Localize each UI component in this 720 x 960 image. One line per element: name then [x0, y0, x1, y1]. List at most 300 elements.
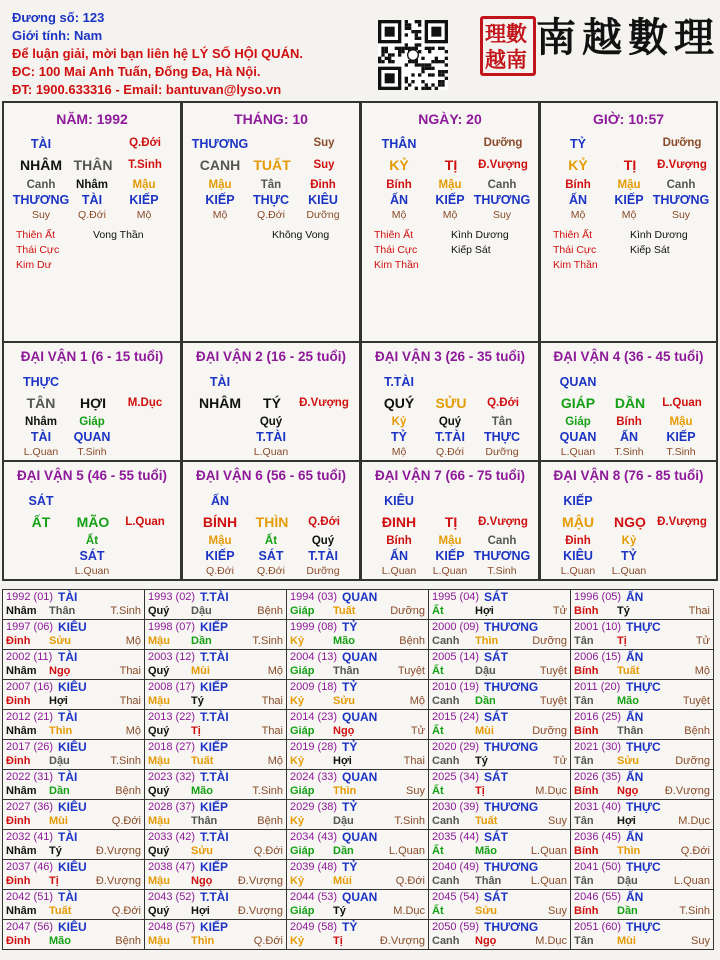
earthly-branch: MÃO: [76, 514, 110, 530]
star-right: Kình Dương: [451, 229, 509, 241]
earthly-branch: THÌN: [255, 514, 289, 530]
year-stage: Q.Đới: [253, 935, 283, 947]
star-left: Thái Cực: [553, 244, 597, 256]
year-branch: Mão: [617, 695, 639, 707]
year-stage: Dưỡng: [390, 605, 425, 617]
year-stem: Canh: [432, 755, 460, 767]
year-cell: [144, 619, 287, 650]
year-branch: Thân: [475, 875, 502, 887]
year-cell: [286, 709, 429, 740]
year-label: 2017 (26): [6, 741, 54, 753]
pillar-cell: [181, 101, 361, 343]
year-label: 2043 (52): [148, 891, 196, 903]
earthly-branch: TÝ: [263, 395, 281, 411]
branch-stage: Đ.Vượng: [478, 516, 528, 528]
hidden-god: THỰC: [252, 193, 290, 207]
year-god: KIÊU: [58, 620, 87, 634]
year-stage: Đ.Vượng: [237, 905, 283, 917]
branch-stage: Đ.Vượng: [657, 516, 707, 528]
year-stem: Đinh: [6, 875, 31, 887]
year-cell: [286, 889, 429, 920]
hidden-stage: L.Quan: [253, 446, 289, 458]
year-stage: L.Quan: [388, 845, 425, 857]
heavenly-stem: ĐINH: [381, 514, 417, 530]
year-branch: Dậu: [333, 815, 354, 827]
year-label: 2007 (16): [6, 681, 54, 693]
earthly-branch: HỢI: [80, 395, 106, 411]
year-stem: Mậu: [148, 695, 170, 707]
branch-stage: L.Quan: [125, 516, 165, 528]
header-line: Đương số: 123: [12, 10, 105, 25]
year-cell: [570, 769, 714, 800]
year-label: 2038 (47): [148, 861, 196, 873]
year-label: 2008 (17): [148, 681, 196, 693]
hidden-god: KIẾP: [205, 193, 235, 207]
year-cell: [286, 919, 429, 950]
hidden-stage: Dưỡng: [485, 446, 519, 458]
ten-god-top: THƯƠNG: [191, 137, 249, 151]
year-cell: [144, 589, 287, 620]
hidden-stem: Nhâm: [76, 179, 108, 191]
year-stage: Bệnh: [257, 605, 283, 617]
year-label: 2048 (57): [148, 921, 196, 933]
year-stage: Đ.Vượng: [95, 875, 141, 887]
heavenly-stem: ẤT: [31, 514, 51, 530]
year-stem: Tân: [574, 935, 594, 947]
year-label: 2023 (32): [148, 771, 196, 783]
year-stage: L.Quan: [530, 845, 567, 857]
year-stem: Quý: [148, 605, 170, 617]
qualifier-top: Suy: [313, 137, 335, 149]
year-god: KIẾP: [200, 920, 229, 934]
hidden-stage: L.Quan: [432, 565, 468, 577]
hidden-stem: Mậu: [669, 416, 693, 428]
year-stage: Mộ: [125, 635, 141, 647]
hidden-stage: L.Quan: [23, 446, 59, 458]
heavenly-stem: GIÁP: [560, 395, 596, 411]
ten-god-top: TÀI: [209, 375, 231, 389]
header-line: ĐC: 100 Mai Anh Tuấn, Đống Đa, Hà Nội.: [12, 64, 261, 79]
pillar-title: NĂM: 1992: [56, 111, 128, 127]
year-stem: Tân: [574, 815, 594, 827]
year-cell: [2, 619, 145, 650]
year-branch: Hợi: [617, 815, 636, 827]
year-stem: Nhâm: [6, 785, 37, 797]
year-god: THỰC: [626, 740, 661, 754]
year-label: 1994 (03): [290, 591, 338, 603]
hidden-god: T.TÀI: [308, 549, 338, 563]
header-line: ĐT: 1900.633316 - Email: bantuvan@lyso.vn: [12, 82, 282, 97]
year-stage: L.Quan: [673, 875, 710, 887]
year-branch: Dậu: [191, 605, 212, 617]
hidden-god: SÁT: [79, 549, 105, 563]
hidden-stem: Bính: [386, 535, 412, 547]
hidden-stem: Kỷ: [621, 535, 637, 547]
year-branch: Tuất: [333, 605, 356, 617]
year-label: 2001 (10): [574, 621, 622, 633]
year-branch: Thìn: [191, 935, 215, 947]
year-branch: Tị: [49, 875, 59, 887]
year-cell: [2, 859, 145, 890]
hidden-stem: Canh: [666, 179, 696, 191]
hidden-god: TỶ: [621, 549, 637, 563]
year-cell: [570, 649, 714, 680]
ten-god-top: THỰC: [22, 375, 60, 389]
year-god: SÁT: [484, 710, 508, 724]
hidden-god: KIẾP: [435, 193, 465, 207]
heavenly-stem: NHÂM: [199, 395, 241, 411]
year-stem: Đinh: [6, 695, 31, 707]
year-cell: [428, 619, 571, 650]
year-god: THƯƠNG: [484, 920, 539, 934]
year-cell: [428, 889, 571, 920]
year-branch: Mùi: [475, 725, 494, 737]
year-god: TỶ: [342, 620, 358, 634]
year-label: 2044 (53): [290, 891, 338, 903]
hidden-stage: Mộ: [136, 209, 152, 221]
hidden-stage: Dưỡng: [306, 565, 340, 577]
year-stage: Bệnh: [399, 635, 425, 647]
hidden-stage: L.Quan: [560, 446, 596, 458]
year-label: 2016 (25): [574, 711, 622, 723]
daivan-cell: [2, 341, 182, 462]
year-stage: T.Sinh: [679, 905, 710, 917]
year-label: 2034 (43): [290, 831, 338, 843]
year-stage: Tuyệt: [682, 695, 710, 707]
logo-text: 南越數理: [536, 14, 720, 61]
hidden-stem: Mậu: [438, 179, 462, 191]
year-branch: Mùi: [333, 875, 352, 887]
header: [0, 0, 720, 100]
year-god: KIẾP: [200, 740, 229, 754]
year-god: QUAN: [342, 590, 378, 604]
year-stem: Bính: [574, 665, 599, 677]
year-stem: Quý: [148, 845, 170, 857]
year-stage: Đ.Vượng: [95, 845, 141, 857]
daivan-cell: [2, 460, 182, 581]
year-branch: Hợi: [49, 695, 68, 707]
year-cell: [428, 589, 571, 620]
year-god: THỰC: [626, 620, 661, 634]
year-label: 2026 (35): [574, 771, 622, 783]
year-stage: Thai: [119, 665, 141, 677]
header-line: Giới tính: Nam: [12, 28, 103, 43]
year-cell: [286, 739, 429, 770]
earthly-branch: TỊ: [444, 514, 458, 530]
year-stem: Nhâm: [6, 665, 37, 677]
year-god: QUAN: [342, 650, 378, 664]
star-right: Không Vong: [272, 229, 330, 241]
year-label: 2002 (11): [6, 651, 53, 663]
year-cell: [2, 679, 145, 710]
year-god: QUAN: [342, 710, 378, 724]
daivan-title: ĐẠI VẬN 8 (76 - 85 tuổi): [553, 468, 704, 483]
heavenly-stem: KỶ: [389, 157, 409, 173]
year-cell: [570, 799, 714, 830]
year-god: SÁT: [484, 830, 508, 844]
seal-text: 理數越南: [485, 21, 527, 72]
hidden-stem: Nhâm: [25, 416, 57, 428]
year-stem: Quý: [148, 785, 170, 797]
year-stem: Bính: [574, 905, 599, 917]
year-branch: Sửu: [191, 845, 214, 857]
daivan-cell: [360, 460, 540, 581]
ten-god-top: TỶ: [570, 137, 586, 151]
year-cell: [2, 739, 145, 770]
year-branch: Tuất: [191, 755, 214, 767]
daivan-title: ĐẠI VẬN 4 (36 - 45 tuổi): [553, 349, 704, 364]
year-branch: Dần: [49, 785, 70, 797]
hidden-stage: Suy: [492, 209, 512, 221]
year-stage: Mộ: [267, 755, 283, 767]
ten-god-top: ẤN: [210, 494, 230, 508]
hidden-stem: Mậu: [132, 179, 156, 191]
year-stage: Đ.Vượng: [379, 935, 425, 947]
year-god: TÀI: [58, 650, 78, 664]
pillar-title: GIỜ: 10:57: [592, 111, 665, 127]
year-stage: Suy: [406, 785, 425, 797]
year-branch: Thìn: [333, 785, 357, 797]
year-god: KIẾP: [200, 800, 229, 814]
earthly-branch: TỊ: [444, 157, 458, 173]
year-god: TỶ: [342, 800, 358, 814]
year-label: 2030 (39): [432, 801, 480, 813]
year-stem: Canh: [432, 815, 460, 827]
hidden-stage: Q.Đới: [436, 446, 464, 458]
ten-god-top: THÂN: [381, 137, 417, 151]
year-cell: [286, 619, 429, 650]
hidden-stem: Tân: [260, 179, 282, 191]
year-cell: [428, 829, 571, 860]
year-label: 2005 (14): [432, 651, 480, 663]
ten-god-top: QUAN: [559, 375, 597, 389]
hidden-god: KIÊU: [308, 193, 338, 207]
year-branch: Thân: [191, 815, 218, 827]
year-branch: Tý: [49, 845, 62, 857]
year-stage: Tử: [695, 635, 710, 647]
year-label: 2006 (15): [574, 651, 622, 663]
year-god: KIÊU: [58, 860, 87, 874]
year-cell: [144, 679, 287, 710]
year-label: 2035 (44): [432, 831, 480, 843]
hidden-stage: Mộ: [212, 209, 228, 221]
year-stem: Giáp: [290, 665, 315, 677]
header-line: Để luận giải, mời bạn liên hệ LÝ SỐ HỘI QUÁN.: [12, 46, 303, 61]
year-branch: Ngọ: [333, 725, 355, 737]
year-branch: Dậu: [475, 665, 496, 677]
year-branch: Dần: [333, 845, 354, 857]
hidden-god: THƯƠNG: [473, 193, 531, 207]
hidden-god: KIÊU: [563, 549, 593, 563]
branch-stage: Q.Đới: [487, 397, 519, 409]
year-label: 2042 (51): [6, 891, 54, 903]
year-cell: [570, 829, 714, 860]
year-branch: Tuất: [49, 905, 72, 917]
heavenly-stem: NHÂM: [20, 157, 62, 173]
year-stem: Ất: [432, 725, 444, 737]
year-cell: [570, 919, 714, 950]
year-cell: [570, 739, 714, 770]
branch-stage: T.Sinh: [128, 159, 162, 171]
branch-stage: Đ.Vượng: [478, 159, 528, 171]
earthly-branch: SỬU: [435, 395, 467, 411]
year-god: KIẾP: [200, 680, 229, 694]
year-stage: Mộ: [409, 695, 425, 707]
year-cell: [144, 709, 287, 740]
year-branch: Dậu: [617, 875, 638, 887]
year-branch: Hợi: [475, 605, 494, 617]
year-stem: Kỷ: [290, 935, 305, 947]
year-branch: Tị: [191, 725, 201, 737]
year-label: 2024 (33): [290, 771, 338, 783]
year-branch: Tý: [475, 755, 488, 767]
qualifier-top: Dưỡng: [483, 137, 523, 149]
year-label: 2019 (28): [290, 741, 338, 753]
year-stage: Mộ: [694, 665, 710, 677]
qualifier-top: Dưỡng: [662, 137, 702, 149]
year-label: 2029 (38): [290, 801, 338, 813]
year-branch: Mùi: [617, 935, 636, 947]
year-god: THƯƠNG: [484, 860, 539, 874]
year-label: 2047 (56): [6, 921, 54, 933]
hidden-god: T.TÀI: [256, 430, 286, 444]
year-god: T.TÀI: [200, 830, 229, 844]
star-right: Kiếp Sát: [451, 244, 491, 256]
heavenly-stem: BÍNH: [202, 514, 238, 530]
year-stage: Mộ: [267, 665, 283, 677]
year-branch: Thìn: [49, 725, 73, 737]
hidden-stage: T.Sinh: [614, 446, 644, 458]
year-stem: Nhâm: [6, 605, 37, 617]
hidden-god: KIẾP: [205, 549, 235, 563]
year-branch: Thìn: [617, 845, 641, 857]
year-stem: Mậu: [148, 935, 170, 947]
year-branch: Thân: [333, 665, 360, 677]
year-cell: [144, 799, 287, 830]
year-stage: Suy: [691, 935, 710, 947]
hidden-god: ẤN: [389, 549, 409, 563]
year-branch: Ngọ: [617, 785, 639, 797]
hidden-stem: Giáp: [565, 416, 591, 428]
year-cell: [286, 589, 429, 620]
hidden-stage: Mộ: [391, 446, 407, 458]
earthly-branch: TỊ: [623, 157, 637, 173]
year-stage: Thai: [119, 695, 141, 707]
hidden-stage: Dưỡng: [306, 209, 340, 221]
year-cell: [2, 649, 145, 680]
year-label: 2000 (09): [432, 621, 480, 633]
hidden-stage: Mộ: [621, 209, 637, 221]
year-stem: Đinh: [6, 935, 31, 947]
year-branch: Tý: [617, 605, 630, 617]
year-stage: T.Sinh: [252, 785, 283, 797]
year-stage: M.Dục: [535, 785, 567, 797]
year-god: SÁT: [484, 770, 508, 784]
hidden-stage: Q.Đới: [78, 209, 106, 221]
heavenly-stem: MẬU: [562, 514, 594, 530]
daivan-cell: [181, 460, 361, 581]
year-cell: [144, 769, 287, 800]
hidden-stage: L.Quan: [560, 565, 596, 577]
year-god: THƯƠNG: [484, 740, 539, 754]
daivan-cell: [360, 341, 540, 462]
year-god: THƯƠNG: [484, 800, 539, 814]
year-cell: [570, 889, 714, 920]
star-left: Thiên Ất: [374, 229, 414, 241]
hidden-stage: Suy: [671, 209, 691, 221]
year-god: ẤN: [626, 770, 644, 784]
earthly-branch: THÂN: [73, 157, 113, 173]
year-god: TỶ: [342, 680, 358, 694]
hidden-god: QUAN: [559, 430, 597, 444]
year-branch: Mão: [191, 785, 213, 797]
branch-stage: L.Quan: [662, 397, 702, 409]
year-stage: Tử: [552, 605, 567, 617]
hidden-god: TÀI: [30, 430, 52, 444]
branch-stage: Q.Đới: [308, 516, 340, 528]
chart-grid: [2, 101, 718, 581]
year-label: 2033 (42): [148, 831, 196, 843]
year-branch: Tuất: [617, 665, 640, 677]
heavenly-stem: QUÝ: [383, 395, 415, 411]
year-label: 1995 (04): [432, 591, 480, 603]
year-label: 1999 (08): [290, 621, 338, 633]
year-stem: Tân: [574, 695, 594, 707]
hidden-stage: Mộ: [570, 209, 586, 221]
year-label: 2050 (59): [432, 921, 480, 933]
year-cell: [286, 679, 429, 710]
year-stem: Giáp: [290, 845, 315, 857]
star-right: Kình Dương: [630, 229, 688, 241]
year-stage: Tuyệt: [539, 665, 567, 677]
hidden-god: KIẾP: [129, 193, 159, 207]
year-stage: Q.Đới: [111, 815, 141, 827]
earthly-branch: TUẤT: [253, 157, 291, 173]
year-stage: T.Sinh: [110, 755, 141, 767]
star-left: Thái Cực: [374, 244, 418, 256]
year-table: [2, 589, 718, 958]
year-branch: Hợi: [333, 755, 352, 767]
year-branch: Mão: [475, 845, 497, 857]
year-label: 2020 (29): [432, 741, 480, 753]
year-cell: [144, 919, 287, 950]
year-label: 2028 (37): [148, 801, 196, 813]
year-cell: [286, 649, 429, 680]
year-stem: Tân: [574, 635, 594, 647]
year-stage: L.Quan: [530, 875, 567, 887]
star-left: Kim Thần: [374, 259, 419, 271]
year-branch: Tị: [333, 935, 343, 947]
hidden-stem: Mậu: [208, 179, 232, 191]
year-branch: Hợi: [191, 905, 210, 917]
year-stage: Bệnh: [115, 935, 141, 947]
year-stem: Tân: [574, 755, 594, 767]
year-god: KIÊU: [58, 800, 87, 814]
year-branch: Mão: [49, 935, 71, 947]
year-cell: [2, 889, 145, 920]
branch-stage: Suy: [313, 159, 335, 171]
year-stem: Ất: [432, 905, 444, 917]
hidden-stem: Mậu: [208, 535, 232, 547]
hidden-god: THƯƠNG: [473, 549, 531, 563]
year-branch: Ngọ: [49, 665, 71, 677]
hidden-stage: Q.Đới: [206, 565, 234, 577]
year-god: ẤN: [626, 890, 644, 904]
year-god: THỰC: [626, 860, 661, 874]
year-label: 2031 (40): [574, 801, 622, 813]
pillar-cell: [2, 101, 182, 343]
year-god: TỶ: [342, 740, 358, 754]
